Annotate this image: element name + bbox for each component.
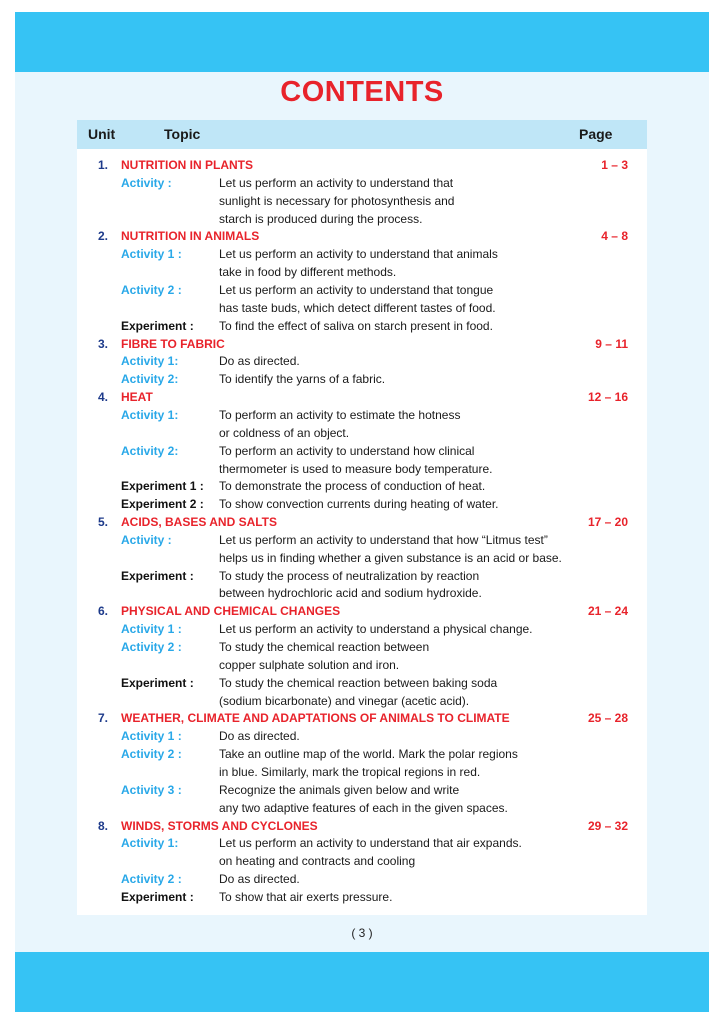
continuation-row [0, 461, 724, 479]
activity-row [0, 175, 724, 193]
experiment-row [0, 496, 724, 514]
item-description-continued: starch is produced during the process. [219, 211, 423, 226]
unit-number: 4. [98, 390, 109, 405]
unit-pages: 4 – 8 [601, 229, 628, 244]
unit-row [0, 818, 724, 836]
unit-pages: 29 – 32 [587, 818, 628, 833]
activity-row [0, 282, 724, 300]
experiment-label: Experiment : [121, 568, 194, 583]
activity-label: Activity 2: [121, 443, 179, 458]
unit-row [0, 603, 724, 621]
activity-row [0, 353, 724, 371]
activity-row [0, 871, 724, 889]
item-description: Let us perform an activity to understand that how “Litmus test” [219, 532, 548, 547]
unit-number: 6. [98, 604, 109, 619]
item-description: To identify the yarns of a fabric. [219, 372, 386, 387]
experiment-label: Experiment 1 : [121, 479, 204, 494]
table-header [77, 120, 647, 149]
item-description: To perform an activity to estimate the hotness [219, 407, 461, 422]
activity-row [0, 532, 724, 550]
activity-label: Activity : [121, 532, 172, 547]
item-description: To study the chemical reaction between baking soda [219, 675, 498, 690]
continuation-row [0, 657, 724, 675]
experiment-row [0, 889, 724, 907]
experiment-label: Experiment : [121, 318, 194, 333]
unit-row [0, 710, 724, 728]
activity-label: Activity 1 : [121, 729, 182, 744]
activity-label: Activity 2: [121, 372, 179, 387]
item-description: To demonstrate the process of conduction of heat. [219, 479, 486, 494]
experiment-row [0, 318, 724, 336]
page-number: ( 3 ) [351, 926, 373, 940]
item-description-continued: or coldness of an object. [219, 425, 350, 440]
unit-title: FIBRE TO FABRIC [121, 336, 225, 351]
unit-row [0, 228, 724, 246]
bottom-band [15, 952, 709, 1012]
item-description-continued: (sodium bicarbonate) and vinegar (acetic acid). [219, 693, 470, 708]
continuation-row [0, 764, 724, 782]
item-description-continued: copper sulphate solution and iron. [219, 657, 400, 672]
unit-pages: 1 – 3 [601, 158, 628, 172]
continuation-row [0, 193, 724, 211]
activity-row [0, 782, 724, 800]
item-description: Let us perform an activity to understand a physical change. [219, 622, 533, 637]
item-description: To study the process of neutralization by reaction [219, 568, 480, 583]
activity-row [0, 746, 724, 764]
unit-pages: 21 – 24 [587, 604, 628, 619]
activity-label: Activity 2 : [121, 747, 182, 762]
item-description: Do as directed. [219, 354, 300, 369]
item-description-continued: in blue. Similarly, mark the tropical regions in red. [219, 764, 481, 779]
experiment-row [0, 675, 724, 693]
activity-label: Activity : [121, 175, 172, 190]
header-unit: Unit [88, 126, 116, 142]
continuation-row [0, 693, 724, 711]
item-description: Let us perform an activity to understand that tongue [219, 283, 494, 297]
unit-number: 7. [98, 711, 109, 726]
unit-row [0, 389, 724, 407]
unit-row [0, 514, 724, 532]
continuation-row [0, 853, 724, 871]
activity-label: Activity 2 : [121, 283, 182, 297]
activity-label: Activity 2 : [121, 640, 182, 654]
continuation-row [0, 585, 724, 603]
page-title: CONTENTS [280, 76, 444, 108]
item-description-continued: on heating and contracts and cooling [219, 854, 416, 869]
item-description-continued: between hydrochloric acid and sodium hydroxide. [219, 586, 482, 601]
unit-title: NUTRITION IN ANIMALS [121, 229, 260, 244]
activity-row [0, 639, 724, 657]
item-description: To show that air exerts pressure. [219, 889, 393, 904]
unit-number: 1. [98, 158, 109, 172]
unit-title: WEATHER, CLIMATE AND ADAPTATIONS OF ANIMALS TO CLIMATE [121, 711, 510, 726]
item-description: Do as directed. [219, 729, 300, 744]
header-page: Page [579, 126, 613, 142]
activity-row [0, 443, 724, 461]
experiment-label: Experiment : [121, 675, 194, 690]
activity-row [0, 621, 724, 639]
activity-label: Activity 1: [121, 407, 179, 422]
item-description: Do as directed. [219, 872, 300, 886]
continuation-row [0, 550, 724, 568]
top-band [15, 12, 709, 72]
continuation-row [0, 425, 724, 443]
unit-number: 8. [98, 818, 109, 833]
item-description: Let us perform an activity to understand that animals [219, 247, 498, 262]
unit-number: 2. [98, 229, 109, 244]
item-description: Let us perform an activity to understand that [219, 175, 454, 190]
unit-number: 3. [98, 336, 109, 351]
unit-row [0, 336, 724, 354]
item-description: To find the effect of saliva on starch present in food. [219, 318, 493, 333]
activity-label: Activity 1: [121, 354, 179, 369]
item-description: Let us perform an activity to understand that air expands. [219, 836, 522, 851]
item-description: To study the chemical reaction between [219, 640, 430, 654]
unit-number: 5. [98, 515, 109, 529]
activity-row [0, 407, 724, 425]
unit-title: NUTRITION IN PLANTS [121, 158, 253, 172]
item-description: Recognize the animals given below and write [219, 782, 460, 797]
item-description: Take an outline map of the world. Mark the polar regions [219, 747, 518, 762]
unit-title: HEAT [121, 390, 153, 405]
item-description: To show convection currents during heating of water. [219, 497, 499, 512]
unit-row [0, 157, 724, 175]
activity-label: Activity 1 : [121, 247, 182, 262]
activity-label: Activity 3 : [121, 782, 182, 797]
header-topic: Topic [164, 126, 201, 142]
activity-row [0, 371, 724, 389]
unit-pages: 12 – 16 [587, 390, 628, 405]
unit-pages: 25 – 28 [587, 711, 628, 726]
item-description-continued: take in food by different methods. [219, 265, 397, 280]
continuation-row [0, 264, 724, 282]
activity-label: Activity 2 : [121, 872, 182, 886]
item-description-continued: any two adaptive features of each in the given spaces. [219, 800, 508, 815]
activity-row [0, 246, 724, 264]
experiment-label: Experiment : [121, 889, 194, 904]
unit-pages: 9 – 11 [595, 336, 628, 351]
activity-label: Activity 1 : [121, 622, 182, 637]
activity-label: Activity 1: [121, 836, 179, 851]
item-description-continued: helps us in finding whether a given substance is an acid or base. [219, 550, 562, 565]
unit-title: WINDS, STORMS AND CYCLONES [121, 818, 318, 833]
unit-pages: 17 – 20 [587, 515, 628, 529]
activity-row [0, 835, 724, 853]
item-description-continued: thermometer is used to measure body temperature. [219, 461, 493, 476]
continuation-row [0, 800, 724, 818]
experiment-row [0, 568, 724, 586]
item-description-continued: sunlight is necessary for photosynthesis and [219, 193, 455, 208]
unit-title: PHYSICAL AND CHEMICAL CHANGES [121, 604, 341, 619]
item-description-continued: has taste buds, which detect different tastes of food. [219, 300, 496, 315]
unit-title: ACIDS, BASES AND SALTS [121, 515, 278, 529]
continuation-row [0, 211, 724, 229]
item-description: To perform an activity to understand how clinical [219, 443, 475, 458]
activity-row [0, 728, 724, 746]
experiment-row [0, 478, 724, 496]
continuation-row [0, 300, 724, 318]
experiment-label: Experiment 2 : [121, 497, 204, 512]
